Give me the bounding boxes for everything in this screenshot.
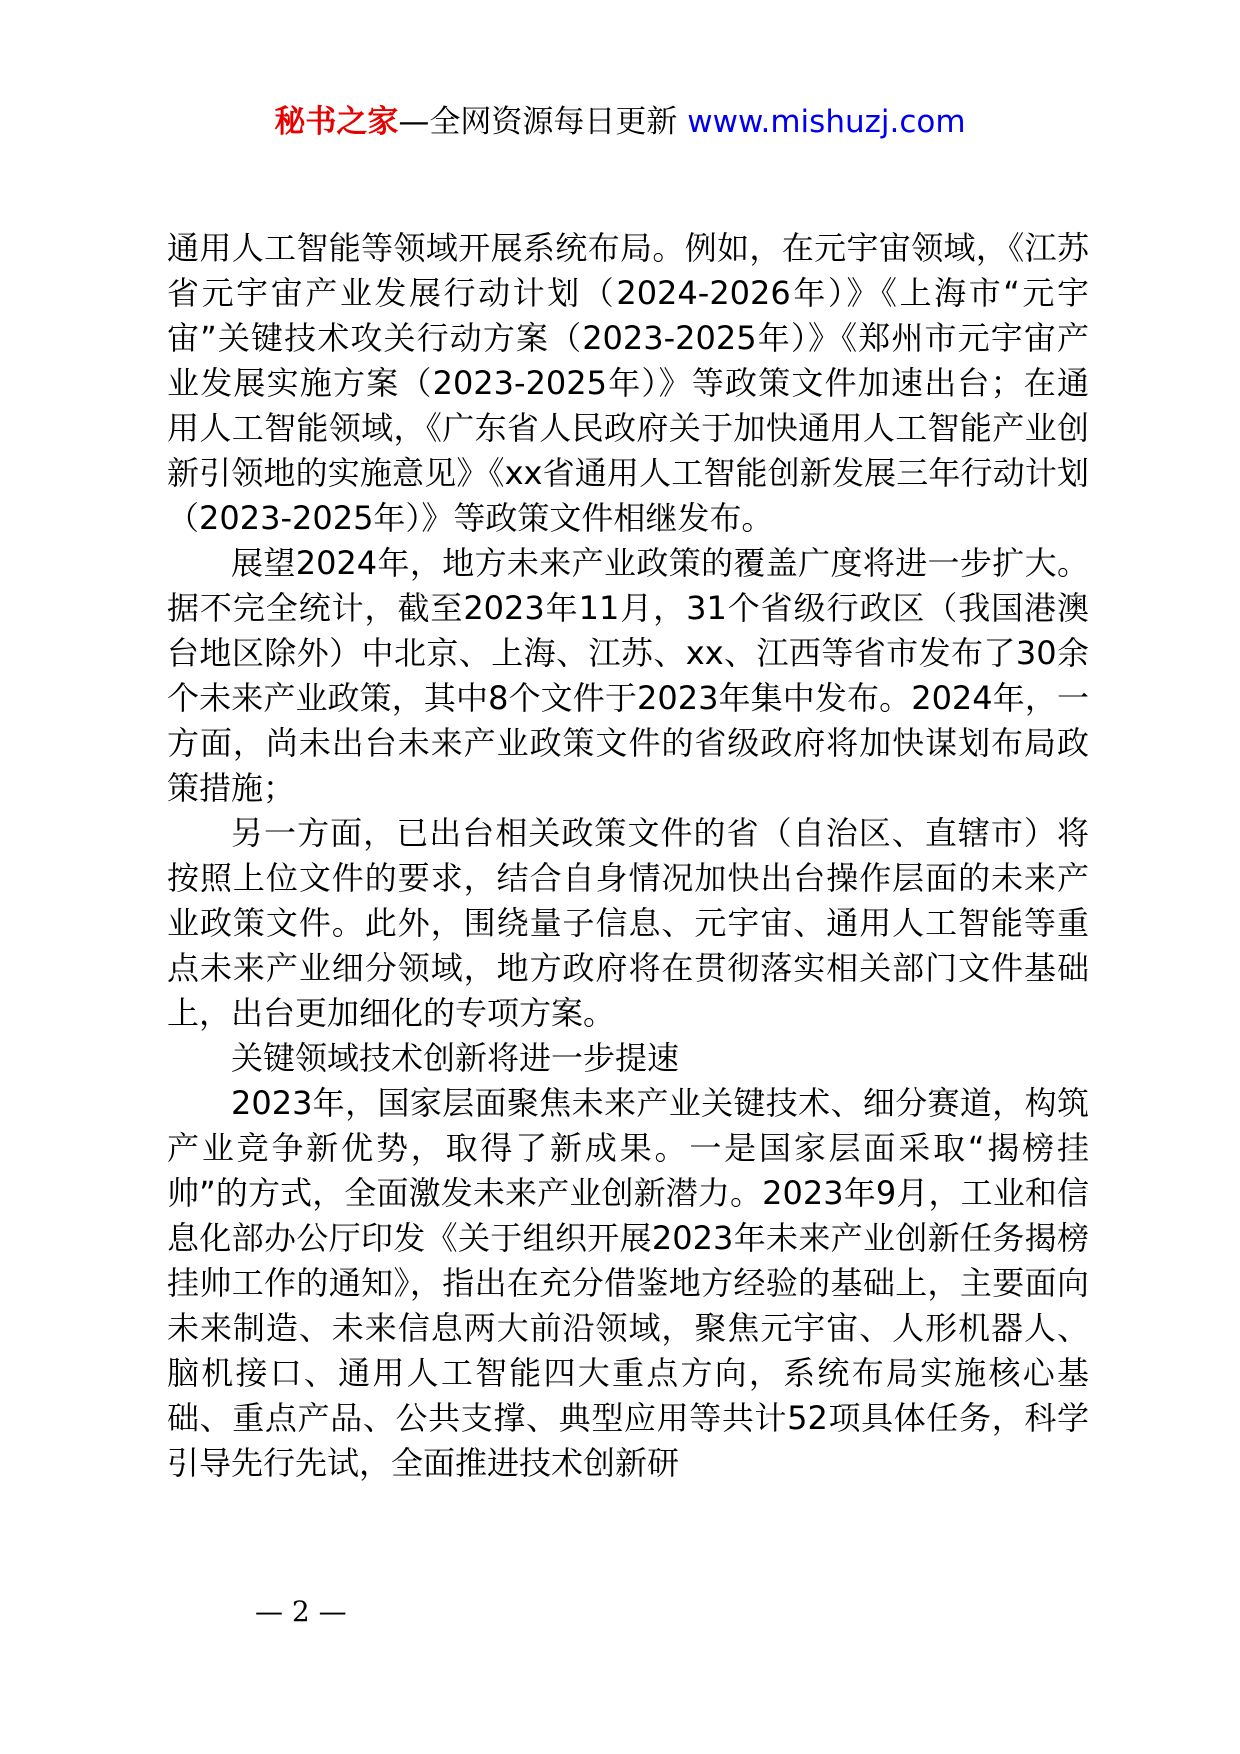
section-heading: 关键领域技术创新将进一步提速 — [231, 1039, 680, 1077]
site-url-link[interactable]: www.mishuzj.com — [687, 104, 966, 140]
paragraph: 展望2024年，地方未来产业政策的覆盖广度将进一步扩大。据不完全统计，截至2023年11月，31个省级行政区（我国港澳台地区除外）中北京、上海、江苏、xx、江西等省市发布了30余个未来产业政策，其中8个文件于2023年集中发布。2024年，一方面，尚未出台未来产业政策文件的省级政府将加快谋划布局政策措施； — [167, 544, 1089, 807]
site-header — [0, 100, 1240, 144]
paragraph: 2023年，国家层面聚焦未来产业关键技术、细分赛道，构筑产业竞争新优势，取得了新成果。一是国家层面采取“揭榜挂帅”的方式，全面激发未来产业创新潜力。2023年9月，工业和信息化部办公厅印发《关于组织开展2023年未来产业创新任务揭榜挂帅工作的通知》，指出在充分借鉴地方经验的基础上，主要面向未来制造、未来信息两大前沿领域，聚焦元宇宙、人形机器人、脑机接口、通用人工智能四大重点方向，系统布局实施核心基础、重点产品、公共支撑、典型应用等共计52项具体任务，科学引导先行先试，全面推进技术创新研 — [167, 1084, 1089, 1482]
site-brand: 秘书之家 — [274, 104, 399, 140]
page-number: — 2 — — [255, 1595, 347, 1628]
site-slogan: —全网资源每日更新 — [398, 104, 678, 140]
document-body — [167, 226, 1089, 1486]
paragraph: 通用人工智能等领域开展系统布局。例如，在元宇宙领域，《江苏省元宇宙产业发展行动计划（2024-2026年）》《上海市“元宇宙”关键技术攻关行动方案（2023-2025年）》《郑州市元宇宙产业发展实施方案（2023-2025年）》等政策文件加速出台；在通用人工智能领域，《广东省人民政府关于加快通用人工智能产业创新引领地的实施意见》《xx省通用人工智能创新发展三年行动计划（2023-2025年）》等政策文件相继发布。 — [167, 229, 1089, 537]
paragraph: 另一方面，已出台相关政策文件的省（自治区、直辖市）将按照上位文件的要求，结合自身情况加快出台操作层面的未来产业政策文件。此外，围绕量子信息、元宇宙、通用人工智能等重点未来产业细分领域，地方政府将在贯彻落实相关部门文件基础上，出台更加细化的专项方案。 — [167, 814, 1089, 1032]
